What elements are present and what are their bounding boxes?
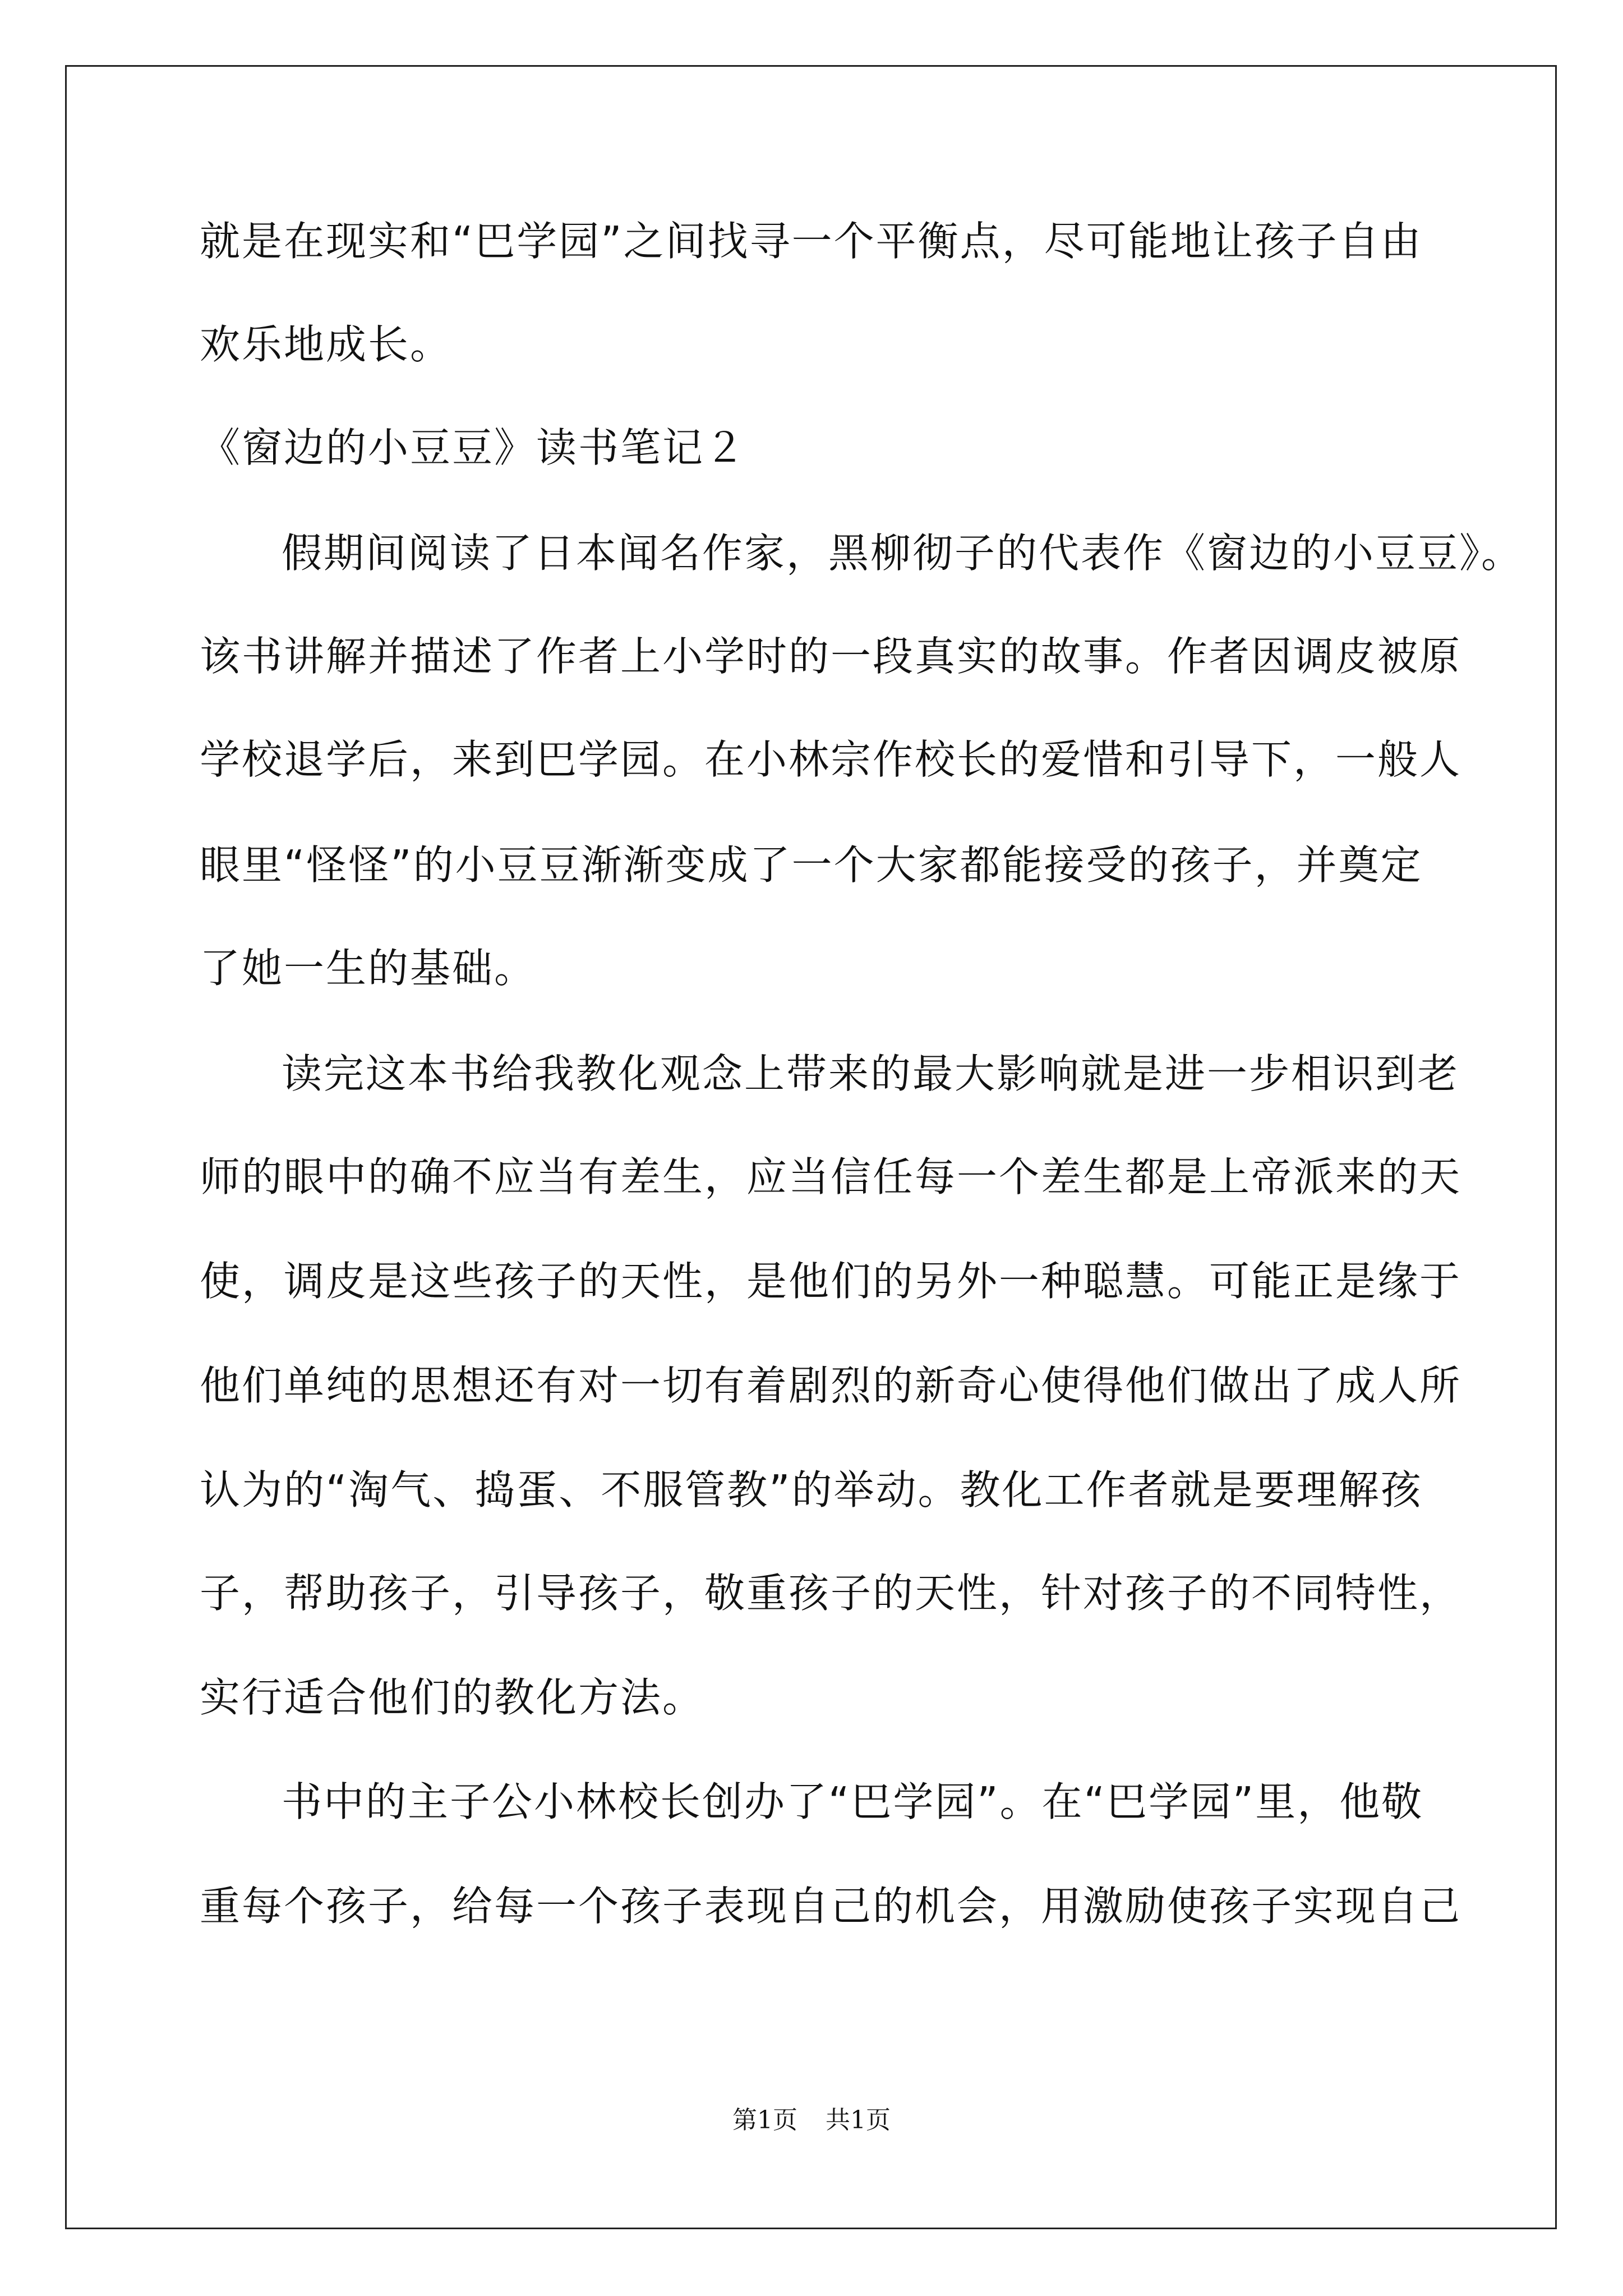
body-text-line: 眼里“怪怪”的小豆豆渐渐变成了一个大家都能接受的孩子，并奠定 xyxy=(200,841,1423,889)
section-heading: 《窗边的小豆豆》读书笔记２ xyxy=(200,424,747,471)
body-text-line: 他们单纯的思想还有对一切有着剧烈的新奇心使得他们做出了成人所 xyxy=(200,1362,1462,1409)
body-text-line: 重每个孩子，给每一个孩子表现自己的机会，用激励使孩子实现自己 xyxy=(200,1883,1462,1930)
body-text-line: 师的眼中的确不应当有差生，应当信任每一个差生都是上帝派来的天 xyxy=(200,1153,1462,1200)
page-number: 第1页 xyxy=(732,2106,797,2134)
body-text-line: 就是在现实和“巴学园”之间找寻一个平衡点，尽可能地让孩子自由 xyxy=(200,218,1423,265)
body-text-line: 该书讲解并描述了作者上小学时的一段真实的故事。作者因调皮被原 xyxy=(200,633,1462,680)
page-footer xyxy=(0,2105,1623,2136)
body-text-line: 使，调皮是这些孩子的天性，是他们的另外一种聪慧。可能正是缘于 xyxy=(200,1258,1462,1305)
paragraph-first-line: 假期间阅读了日本闻名作家，黑柳彻子的代表作《窗边的小豆豆》。 xyxy=(282,530,1524,577)
body-text-line: 实行适合他们的教化方法。 xyxy=(200,1674,705,1721)
body-text-line: 认为的“淘气、捣蛋、不服管教”的举动。教化工作者就是要理解孩 xyxy=(200,1466,1423,1513)
paragraph-first-line: 读完这本书给我教化观念上带来的最大影响就是进一步相识到老 xyxy=(282,1050,1460,1097)
body-text-line: 了她一生的基础。 xyxy=(200,945,537,992)
body-text-line: 学校退学后，来到巴学园。在小林宗作校长的爱惜和引导下，一般人 xyxy=(200,736,1462,783)
body-text-line: 欢乐地成长。 xyxy=(200,321,453,368)
body-text-line: 子，帮助孩子，引导孩子，敬重孩子的天性，针对孩子的不同特性， xyxy=(200,1570,1462,1617)
page-total: 共1页 xyxy=(826,2106,891,2134)
paragraph-first-line: 书中的主子公小林校长创办了“巴学园”。在“巴学园”里，他敬 xyxy=(282,1778,1424,1825)
